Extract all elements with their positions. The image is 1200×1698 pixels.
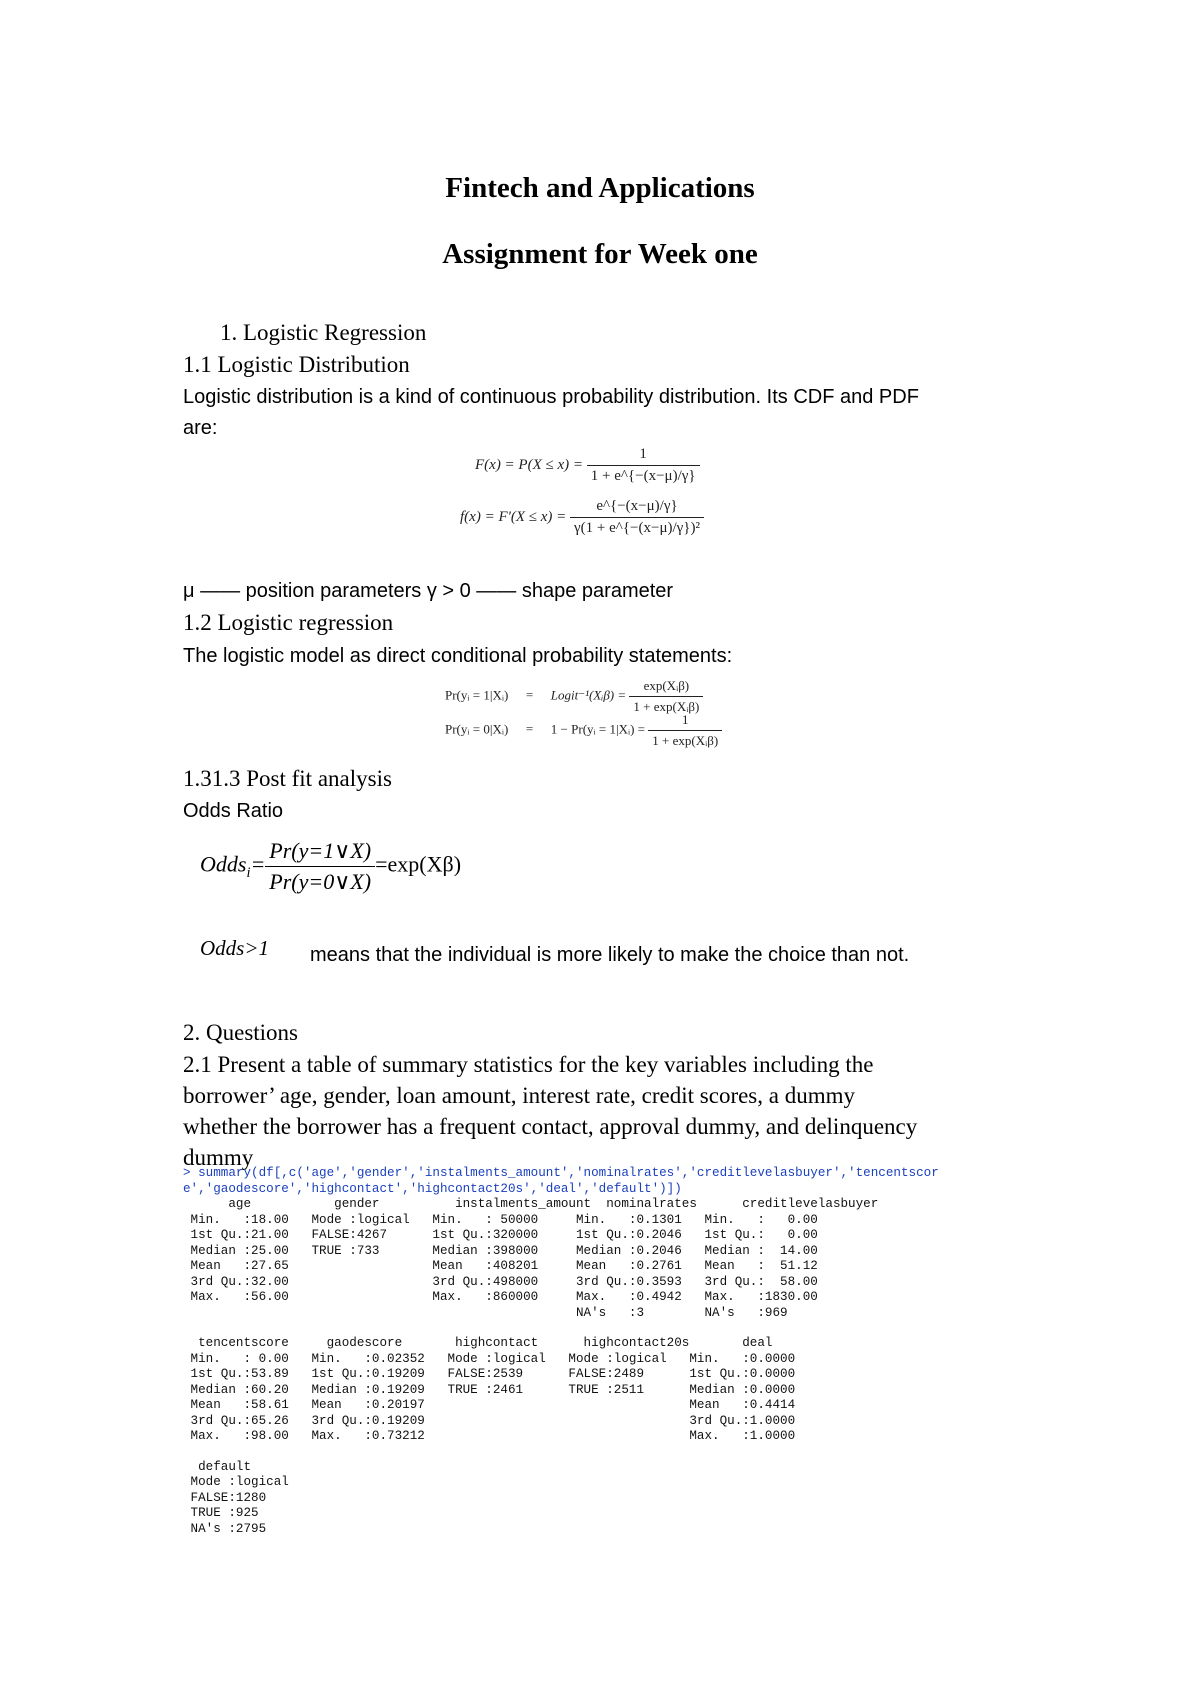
pr1-eq: = [525, 687, 534, 703]
pdf-fraction [570, 498, 704, 537]
summary-block-3: default Mode :logical FALSE:1280 TRUE :925 NA's :2795 [190, 1459, 289, 1536]
document-subtitle: Assignment for Week one [442, 238, 758, 270]
odds-numerator: Pr(y=1∨X) [265, 838, 375, 867]
section-1-3-heading: 1.31.3 Post fit analysis [183, 766, 392, 791]
odds-lhs: Odds [200, 851, 247, 877]
pr-equals-one-formula [445, 678, 703, 715]
section-1-1-text-line2: are: [183, 417, 218, 439]
r-command-line1: > summary(df[,c('age','gender','instalments_amount','nominalrates','creditlevelasbuyer','tencentscor [183, 1166, 939, 1180]
summary-block-2: tencentscore gaodescore highcontact highcontact20s deal Min. : 0.00 Min. :0.02352 Mode :logical Mode :logical Min. :0.0000 1st Qu.:53.89 1st Qu.:0.19209 FALSE:2539 FALSE:2489 1st Qu.:0.0000 Median :60.20 Median :0.19209 TRUE :2461 TRUE :2511 Median :0.0000 Mean :58.61 Mean :0.20197 Mean :0.4414 3rd Qu.:65.26 3rd Qu.:0.19209 3rd Qu.:1.0000 Max. :98.00 Max. :0.73212 Max. :1.0000 [190, 1336, 796, 1443]
cdf-lhs: F(x) = P(X ≤ x) = [475, 456, 584, 473]
pr-equals-zero-formula [445, 712, 722, 749]
cdf-formula [475, 446, 700, 485]
section-1-heading: 1. Logistic Regression [220, 320, 427, 345]
question-2-1-line1: 2.1 Present a table of summary statistics for the key variables including the [183, 1052, 874, 1077]
odds-interpretation-text: means that the individual is more likely to make the choice than not. [310, 944, 910, 966]
section-1-1-text-line1: Logistic distribution is a kind of continuous probability distribution. Its CDF and PDF [183, 386, 919, 408]
odds-greater-than-one: Odds>1 [200, 936, 270, 960]
pr1-fraction [629, 678, 703, 715]
pr0-mid: 1 − Pr(yᵢ = 1|Xᵢ) = [550, 721, 646, 737]
question-2-1-line2: borrower’ age, gender, loan amount, interest rate, credit scores, a dummy [183, 1083, 855, 1108]
pr0-denominator: 1 + exp(Xᵢβ) [652, 733, 719, 748]
pr0-eq: = [525, 721, 534, 737]
pr1-numerator: exp(Xᵢβ) [629, 678, 703, 697]
parameters-text: μ —— position parameters γ > 0 —— shape parameter [183, 580, 674, 602]
pdf-numerator: e^{−(x−μ)/γ} [570, 498, 704, 518]
r-console-output [183, 1166, 1043, 1537]
section-1-2-text: The logistic model as direct conditional probability statements: [183, 645, 733, 667]
pr0-numerator: 1 [648, 712, 722, 731]
pr1-denominator: 1 + exp(Xᵢβ) [633, 699, 700, 714]
pdf-denominator: γ(1 + e^{−(x−μ)/γ})² [574, 520, 700, 536]
cdf-numerator: 1 [587, 446, 700, 466]
question-2-1-line4: dummy [183, 1145, 254, 1170]
odds-fraction [265, 838, 375, 895]
section-1-1-heading: 1.1 Logistic Distribution [183, 352, 410, 377]
cdf-fraction [587, 446, 700, 485]
pdf-formula [460, 498, 704, 537]
pr0-lhs: Pr(yᵢ = 0|Xᵢ) [445, 721, 509, 737]
odds-rhs: =exp(Xβ) [375, 851, 462, 877]
odds-denominator: Pr(y=0∨X) [269, 869, 372, 894]
r-command-line2: e','gaodescore','highcontact','highcontact20s','deal','default')]) [183, 1181, 682, 1196]
summary-block-1: age gender instalments_amount nominalrates creditlevelasbuyer Min. :18.00 Mode :logical Min. : 50000 Min. :0.1301 Min. : 0.00 1st Qu.:21.00 FALSE:4267 1st Qu.:320000 1st Qu.:0.2046 1st Qu.: 0.00 Median :25.00 TRUE :733 Median :398000 Median :0.2046 Median : 14.00 Mean :27.65 Mean :408201 Mean :0.2761 Mean : 51.12 3rd Qu.:32.00 3rd Qu.:498000 3rd Qu.:0.3593 3rd Qu.: 58.00 Max. :56.00 Max. :860000 Max. :0.4942 Max. :1830.00 NA's :3 NA's :969 [190, 1197, 879, 1320]
section-1-2-heading: 1.2 Logistic regression [183, 610, 394, 635]
question-2-1-line3: whether the borrower has a frequent contact, approval dummy, and delinquency [183, 1114, 918, 1139]
odds-ratio-label: Odds Ratio [183, 800, 284, 822]
pr1-lhs: Pr(yᵢ = 1|Xᵢ) [445, 687, 509, 703]
pr1-mid: Logit⁻¹(Xᵢβ) = [550, 687, 627, 703]
pdf-lhs: f(x) = F′(X ≤ x) = [460, 508, 567, 525]
pr0-fraction [648, 712, 722, 749]
document-title: Fintech and Applications [445, 172, 755, 204]
odds-ratio-formula: Odds$_i$= $\frac{Pr(y=1\vee X)}{Pr(y=0\vee X)}$ =exp(Xβ) [200, 838, 462, 894]
section-2-heading: 2. Questions [183, 1020, 298, 1045]
cdf-denominator: 1 + e^{−(x−μ)/γ} [590, 468, 696, 484]
